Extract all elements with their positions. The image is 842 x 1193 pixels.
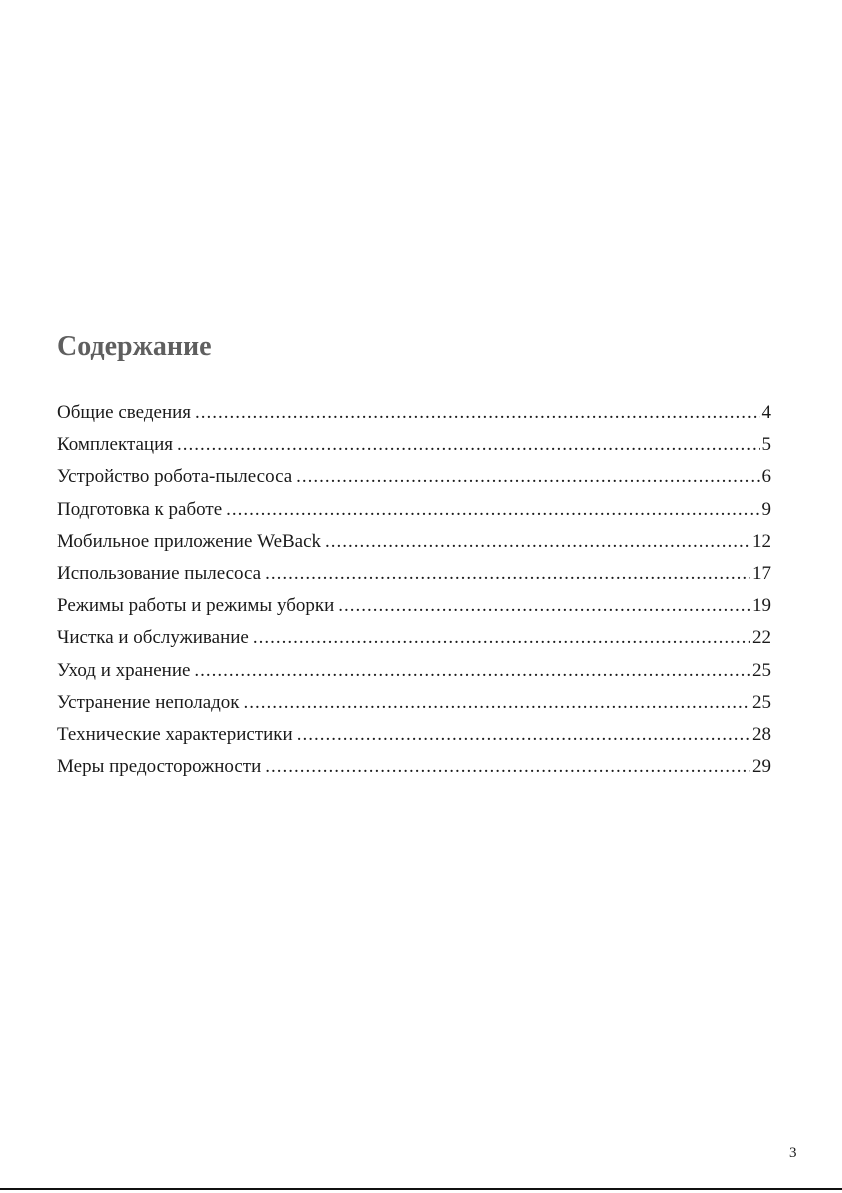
toc-entry-mobile-app[interactable] (57, 526, 771, 558)
dot-leader (338, 590, 750, 622)
dot-leader (177, 429, 760, 461)
toc-entry-page: 25 (752, 691, 771, 713)
toc-entry-modes[interactable] (57, 590, 771, 622)
toc-entry-safety[interactable] (57, 751, 771, 783)
bottom-divider (0, 1188, 842, 1190)
dot-leader (296, 461, 759, 493)
toc-entry-page: 4 (761, 402, 771, 423)
toc-entry-label: Устройство робота-пылесоса (57, 466, 293, 488)
dot-leader (194, 655, 750, 687)
toc-entry-label: Устранение неполадок (57, 691, 240, 713)
toc-entry-label: Использование пылесоса (57, 562, 262, 584)
toc-entry-label: Меры предосторожности (57, 756, 262, 778)
page-number: 3 (789, 1145, 797, 1161)
toc-entry-label: Режимы работы и режимы уборки (57, 595, 335, 617)
toc-entry-page: 5 (761, 434, 771, 456)
dot-leader (244, 687, 750, 719)
toc-entry-label: Мобильное приложение WeBack (57, 530, 322, 552)
toc-entry-page: 29 (752, 756, 771, 778)
toc-entry-label: Подготовка к работе (57, 498, 223, 520)
toc-entry-page: 6 (761, 466, 771, 488)
dot-leader (253, 622, 750, 654)
toc-entry-package-contents[interactable] (57, 429, 771, 461)
toc-entry-page: 12 (752, 530, 771, 552)
toc-entry-troubleshooting[interactable] (57, 687, 771, 719)
dot-leader (226, 494, 759, 526)
toc-entry-label: Технические характеристики (57, 723, 293, 745)
toc-entry-preparation[interactable] (57, 494, 771, 526)
toc-entry-specifications[interactable] (57, 719, 771, 751)
dot-leader (297, 719, 750, 751)
toc-entry-device-structure[interactable] (57, 461, 771, 493)
dot-leader (265, 751, 750, 783)
toc-entry-page: 28 (752, 723, 771, 745)
toc-entry-usage[interactable] (57, 558, 771, 590)
toc-entry-page: 9 (761, 498, 771, 520)
toc-entry-page: 17 (752, 562, 771, 584)
toc-entry-care-storage[interactable] (57, 655, 771, 687)
toc-entry-label: Чистка и обслуживание (57, 627, 249, 649)
dot-leader (265, 558, 750, 590)
toc-entry-general-info[interactable] (57, 397, 771, 429)
toc-entry-page: 22 (752, 627, 771, 649)
toc-entry-label: Комплектация (57, 434, 173, 456)
table-of-contents (57, 397, 771, 783)
toc-entry-page: 25 (752, 659, 771, 681)
dot-leader (195, 397, 759, 429)
dot-leader (325, 526, 750, 558)
toc-entry-label: Уход и хранение (57, 659, 191, 681)
toc-entry-page: 19 (752, 595, 771, 617)
page-title: Содержание (57, 331, 212, 362)
toc-entry-label: Общие сведения (57, 402, 192, 423)
toc-entry-cleaning-maintenance[interactable] (57, 622, 771, 654)
